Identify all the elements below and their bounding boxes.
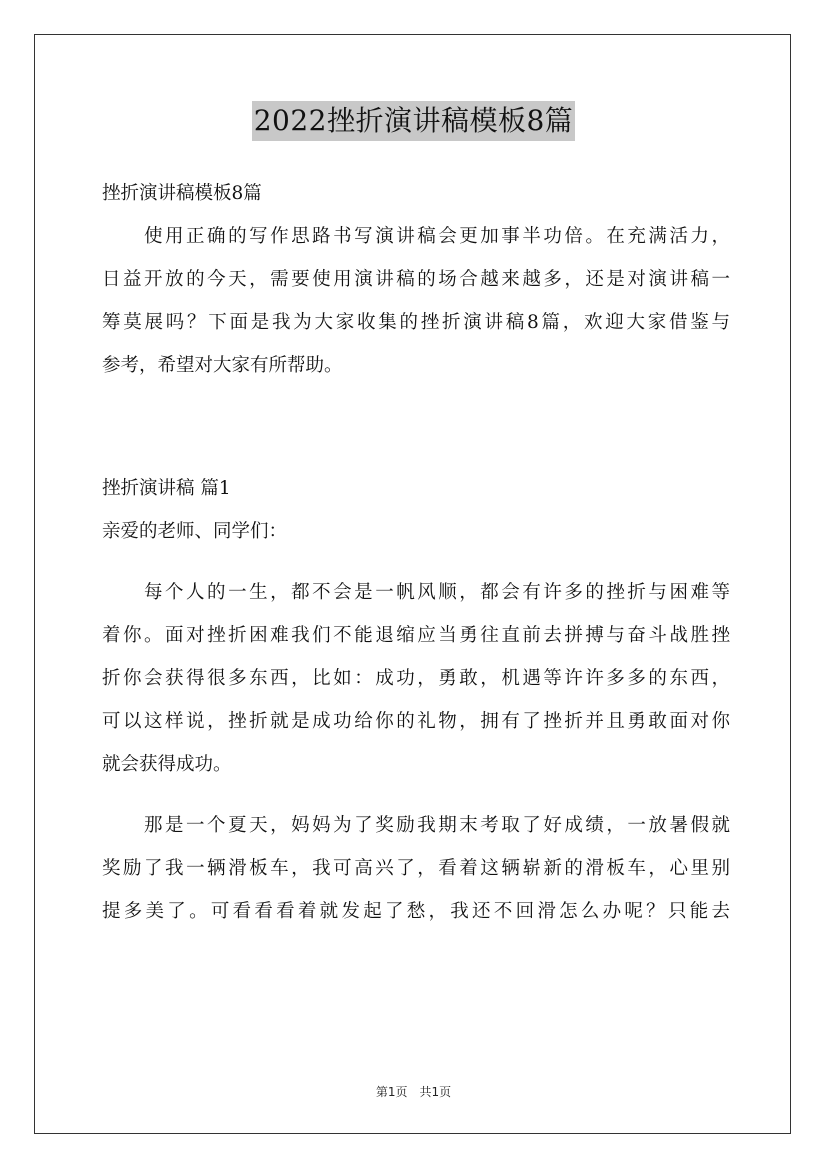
paragraph-line: 每个人的一生，都不会是一帆风顺，都会有许多的挫折与困难等 bbox=[144, 582, 730, 603]
title-container bbox=[0, 101, 827, 141]
paragraph-line: 奖励了我一辆滑板车，我可高兴了，看着这辆崭新的滑板车，心里别 bbox=[102, 858, 730, 879]
document-subtitle: 挫折演讲稿模板8篇 bbox=[102, 183, 262, 204]
document-title: 2022挫折演讲稿模板8篇 bbox=[252, 101, 576, 141]
greeting: 亲爱的老师、同学们： bbox=[102, 521, 288, 542]
document-body bbox=[102, 172, 730, 933]
spacer bbox=[102, 387, 730, 467]
paragraph-line: 就会获得成功。 bbox=[102, 754, 232, 775]
paragraph-line: 折你会获得很多东西，比如：成功，勇敢，机遇等许许多多的东西， bbox=[102, 668, 730, 689]
paragraph-line: 那是一个夏天，妈妈为了奖励我期末考取了好成绩，一放暑假就 bbox=[144, 815, 730, 836]
intro-line: 日益开放的今天，需要使用演讲稿的场合越来越多，还是对演讲稿一 bbox=[102, 269, 730, 290]
intro-line: 筹莫展吗？下面是我为大家收集的挫折演讲稿8篇，欢迎大家借鉴与 bbox=[102, 312, 730, 333]
intro-line: 参考，希望对大家有所帮助。 bbox=[102, 355, 343, 376]
paragraph-line: 可以这样说，挫折就是成功给你的礼物，拥有了挫折并且勇敢面对你 bbox=[102, 711, 730, 732]
spacer bbox=[102, 553, 730, 571]
section-heading: 挫折演讲稿 篇1 bbox=[102, 478, 231, 499]
intro-line: 使用正确的写作思路书写演讲稿会更加事半功倍。在充满活力， bbox=[144, 226, 730, 247]
paragraph-line: 提多美了。可看看看着就发起了愁，我还不回滑怎么办呢？只能去 bbox=[102, 901, 730, 922]
spacer bbox=[102, 786, 730, 804]
paragraph-line: 着你。面对挫折困难我们不能退缩应当勇往直前去拼搏与奋斗战胜挫 bbox=[102, 625, 730, 646]
page-footer: 第1页 共1页 bbox=[375, 1085, 452, 1099]
